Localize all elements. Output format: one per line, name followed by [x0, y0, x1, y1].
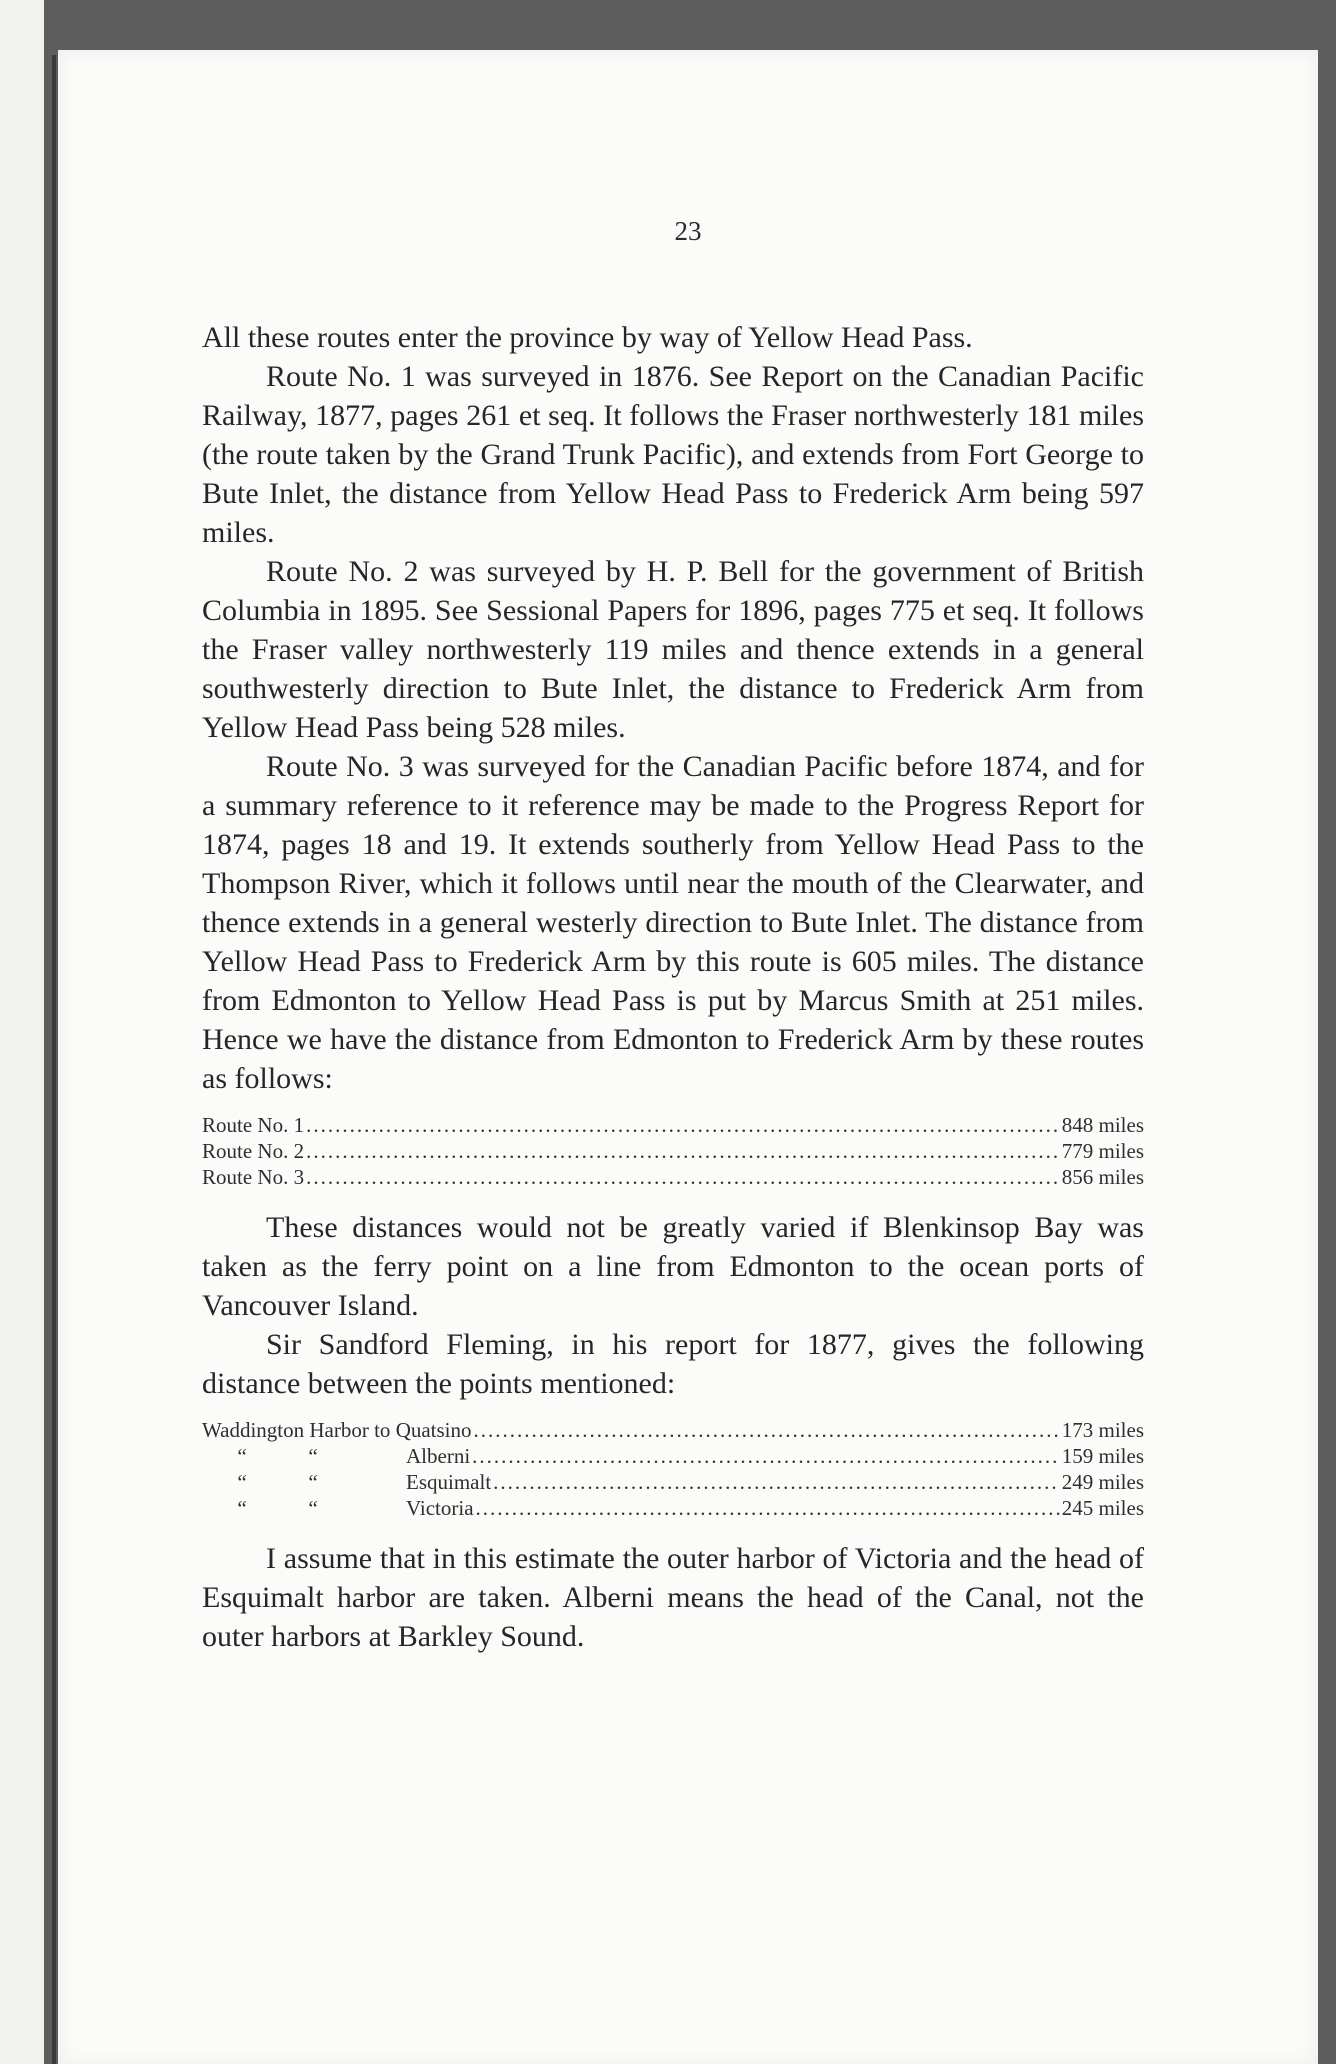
paragraph: Route No. 1 was surveyed in 1876. See Report on the Canadian Pacific Railway, 1877, pages 261 et seq. It follows the Fraser northwesterly 181 miles (the route taken by the Grand Trunk Pacific), and extends from Fort George to Bute Inlet, the distance from Yellow Head Pass to Frederick Arm being 597 miles. — [202, 360, 1144, 549]
ditto-mark: “ — [237, 1444, 247, 1468]
harbor-destination: Esquimalt — [406, 1470, 492, 1494]
table-row — [202, 1469, 1144, 1495]
harbor-destination: Victoria — [406, 1496, 474, 1520]
paragraphs-top — [202, 318, 1144, 1098]
table-row — [202, 1417, 1144, 1443]
harbor-distance-table — [202, 1417, 1144, 1521]
dot-leader — [306, 1138, 1060, 1164]
ditto-mark: “ — [237, 1470, 247, 1494]
dot-leader — [306, 1164, 1060, 1190]
harbor-distance: 173 miles — [1061, 1418, 1144, 1442]
route-name: Route No. 2 — [202, 1139, 305, 1163]
scan-margin — [0, 0, 44, 2064]
document-page — [58, 50, 1318, 2064]
paragraph: All these routes enter the province by way of Yellow Head Pass. — [202, 321, 973, 354]
route-distance: 779 miles — [1061, 1139, 1144, 1163]
paragraph: Sir Sandford Fleming, in his report for 1877, gives the following distance between the points mentioned: — [202, 1328, 1144, 1400]
table-row — [202, 1164, 1144, 1190]
table-row — [202, 1112, 1144, 1138]
paragraph: Route No. 2 was surveyed by H. P. Bell for the government of British Columbia in 1895. See Sessional Papers for 1896, pages 775 et seq. It follows the Fraser valley northwesterly 119 miles and thence extends in a general southwesterly direction to Bute Inlet, the distance to Frederick Arm from Yellow Head Pass being 528 miles. — [202, 555, 1144, 744]
paragraph: Route No. 3 was surveyed for the Canadian Pacific before 1874, and for a summary reference to it reference may be made to the Progress Report for 1874, pages 18 and 19. It extends southerly from Yellow Head Pass to the Thompson River, which it follows until near the mouth of the Clearwater, and thence extends in a general westerly direction to Bute Inlet. The distance from Yellow Head Pass to Frederick Arm by this route is 605 miles. The distance from Edmonton to Yellow Head Pass is put by Marcus Smith at 251 miles. Hence we have the distance from Edmonton to Frederick Arm by these routes as follows: — [202, 750, 1144, 1095]
dot-leader — [474, 1417, 1060, 1443]
harbor-distance: 249 miles — [1061, 1470, 1144, 1494]
harbor-destination: Quatsino — [395, 1418, 472, 1442]
ditto-mark: “ — [308, 1496, 318, 1520]
table-row — [202, 1495, 1144, 1521]
dot-leader — [476, 1495, 1060, 1521]
route-name: Route No. 3 — [202, 1165, 305, 1189]
harbor-distance: 245 miles — [1061, 1496, 1144, 1520]
paragraphs-middle — [202, 1208, 1144, 1403]
harbor-distance: 159 miles — [1061, 1444, 1144, 1468]
table-row — [202, 1138, 1144, 1164]
ditto-mark: “ — [308, 1444, 318, 1468]
page-number: 23 — [674, 216, 702, 246]
paragraph: I assume that in this estimate the outer harbor of Victoria and the head of Esquimalt harbor are taken. Alberni means the head of the Canal, not the outer harbors at Barkley Sound. — [202, 1542, 1144, 1653]
body-text — [202, 318, 1144, 1656]
routes-distance-table — [202, 1112, 1144, 1190]
scan-binding-edge — [52, 55, 56, 2064]
route-distance: 856 miles — [1061, 1165, 1144, 1189]
harbor-origin: Waddington Harbor to — [202, 1418, 396, 1442]
dot-leader — [493, 1469, 1060, 1495]
route-distance: 848 miles — [1061, 1113, 1144, 1137]
paragraphs-bottom — [202, 1539, 1144, 1656]
harbor-destination: Alberni — [406, 1444, 471, 1468]
ditto-mark: “ — [308, 1470, 318, 1494]
dot-leader — [306, 1112, 1060, 1138]
route-name: Route No. 1 — [202, 1113, 305, 1137]
paragraph: These distances would not be greatly varied if Blenkinsop Bay was taken as the ferry point on a line from Edmonton to the ocean ports of Vancouver Island. — [202, 1211, 1144, 1322]
dot-leader — [472, 1443, 1060, 1469]
table-row — [202, 1443, 1144, 1469]
ditto-mark: “ — [237, 1496, 247, 1520]
